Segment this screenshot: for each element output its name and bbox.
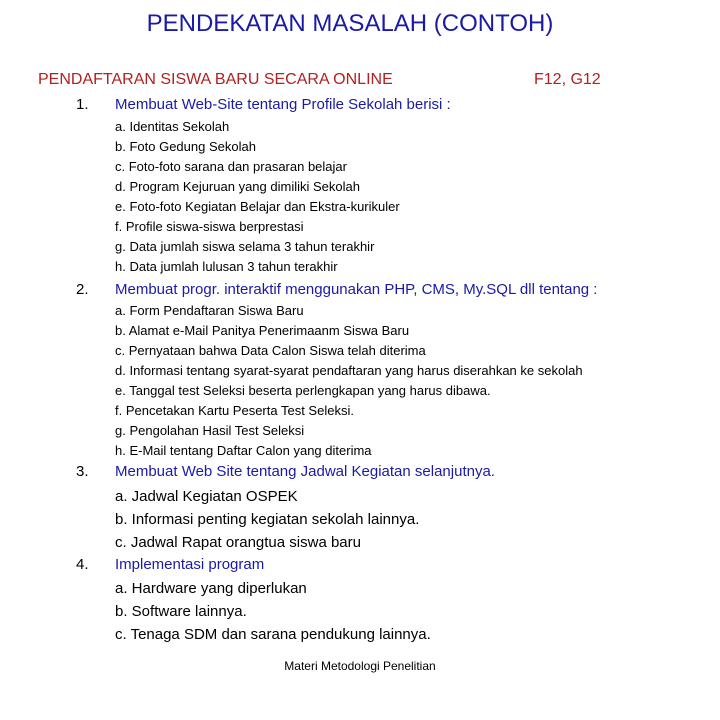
list-item: h. Data jumlah lulusan 3 tahun terakhir [115,259,338,274]
footer: Materi Metodologi Penelitian [284,659,436,673]
list-item: b. Foto Gedung Sekolah [115,139,256,154]
list-item: h. E-Mail tentang Daftar Calon yang diterima [115,443,372,458]
list-item: d. Program Kejuruan yang dimiliki Sekolah [115,179,360,194]
list-item: g. Pengolahan Hasil Test Seleksi [115,423,305,438]
list-item: a. Hardware yang diperlukan [115,580,307,597]
list-item: e. Foto-foto Kegiatan Belajar dan Ekstra-kurikuler [115,199,400,214]
list-item: c. Tenaga SDM dan sarana pendukung lainnya. [115,626,431,643]
list-item: a. Identitas Sekolah [115,119,230,134]
item-number: 2. [76,281,89,298]
list-item: c. Jadwal Rapat orangtua siswa baru [115,534,361,551]
item-number: 1. [76,96,89,113]
reference-code: F12, G12 [534,71,601,88]
list-item: b. Software lainnya. [115,603,247,620]
list-item: d. Informasi tentang syarat-syarat pendaftaran yang harus diserahkan ke sekolah [115,363,583,378]
list-item: f. Profile siswa-siswa berprestasi [115,219,304,234]
list-item: e. Tanggal test Seleksi beserta perlengkapan yang harus dibawa. [115,383,491,398]
list-item: b. Informasi penting kegiatan sekolah lainnya. [115,511,420,528]
list-item: a. Form Pendaftaran Siswa Baru [115,303,304,318]
list-item: c. Pernyataan bahwa Data Calon Siswa telah diterima [115,343,426,358]
item-heading: Membuat Web Site tentang Jadwal Kegiatan selanjutnya. [115,463,495,480]
subheading: PENDAFTARAN SISWA BARU SECARA ONLINE [38,71,393,88]
list-item: a. Jadwal Kegiatan OSPEK [115,488,298,505]
item-number: 4. [76,556,89,573]
item-heading: Implementasi program [115,556,265,573]
slide-title: PENDEKATAN MASALAH (CONTOH) [146,10,554,37]
item-heading: Membuat Web-Site tentang Profile Sekolah berisi : [115,96,451,113]
list-item: c. Foto-foto sarana dan prasaran belajar [115,159,347,174]
item-heading: Membuat progr. interaktif menggunakan PHP, CMS, My.SQL dll tentang : [115,281,598,298]
list-item: f. Pencetakan Kartu Peserta Test Seleksi. [115,403,354,418]
list-item: g. Data jumlah siswa selama 3 tahun terakhir [115,239,375,254]
list-item: b. Alamat e-Mail Panitya Penerimaanm Siswa Baru [115,323,410,338]
item-number: 3. [76,463,89,480]
